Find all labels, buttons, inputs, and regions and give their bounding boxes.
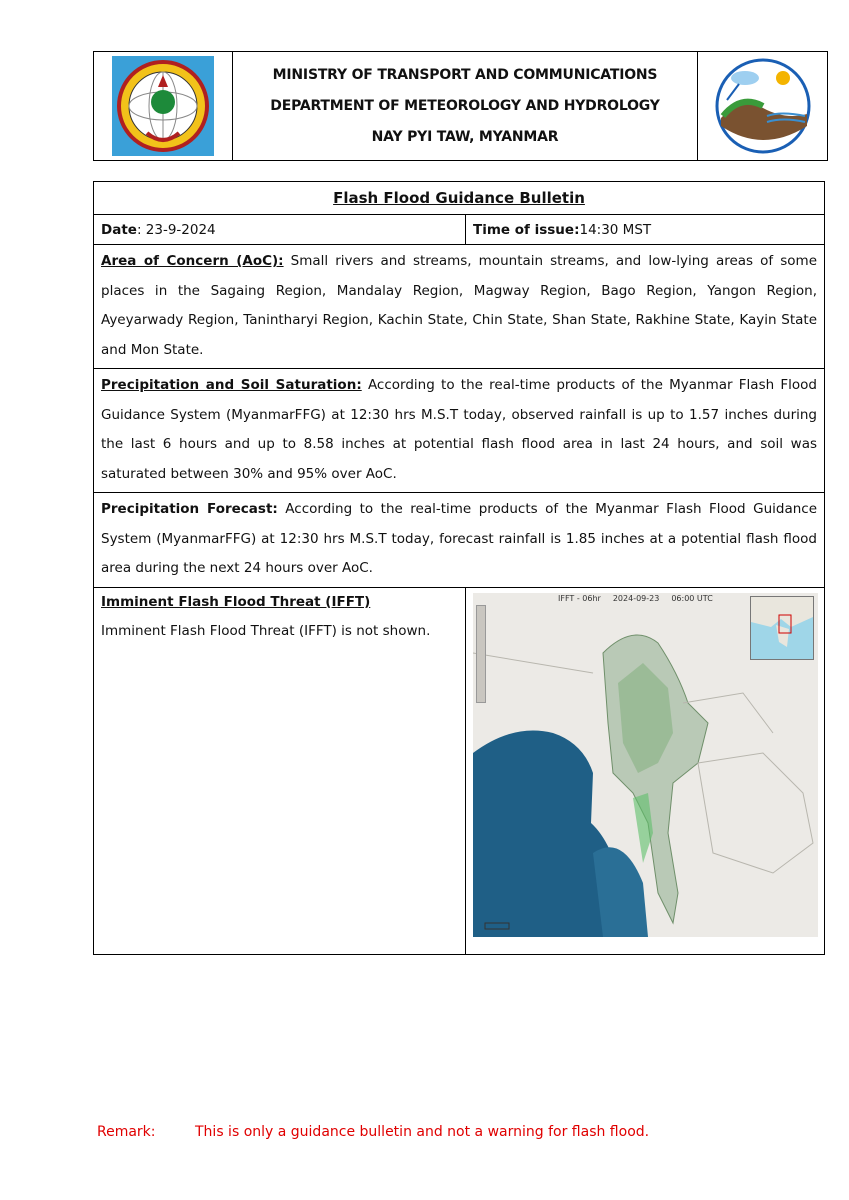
precipitation-soil-saturation bbox=[94, 369, 824, 493]
header-table bbox=[93, 51, 828, 161]
date-time-row bbox=[94, 215, 824, 245]
forecast-label: Precipitation Forecast: bbox=[101, 501, 278, 517]
ifft-text: Imminent Flash Flood Threat (IFFT) is not shown. bbox=[101, 623, 431, 639]
zoom-slider[interactable] bbox=[476, 605, 486, 703]
forecast-text: According to the real-time products of the Myanmar Flash Flood Guidance System (MyanmarFFG) at 12:30 hrs M.S.T today, forecast rainfall is 1.85 inches at a potential flash flood area during the next 24 hours over AoC. bbox=[101, 501, 817, 576]
date-cell bbox=[94, 215, 466, 244]
ifft-row bbox=[94, 588, 824, 954]
ministry-emblem-icon bbox=[111, 55, 215, 157]
overview-inset-map[interactable] bbox=[750, 596, 814, 660]
time-cell bbox=[466, 215, 824, 244]
department-logo bbox=[698, 52, 827, 160]
remark bbox=[97, 1124, 649, 1140]
ministry-logo bbox=[94, 52, 233, 160]
map-caption bbox=[558, 594, 725, 603]
overview-map-icon bbox=[751, 597, 813, 659]
remark-label: Remark: bbox=[97, 1124, 156, 1140]
precip-soil-text: According to the real-time products of the Myanmar Flash Flood Guidance System (MyanmarFFG) at 12:30 hrs M.S.T today, observed rainfall is up to 1.57 inches during the last 6 hours and up to 8.58 inches at potential flash flood area in last 24 hours, and soil was saturated between 30% and 95% over AoC. bbox=[101, 377, 817, 482]
header-location: NAY PYI TAW, MYANMAR bbox=[371, 128, 559, 145]
precip-soil-label: Precipitation and Soil Saturation: bbox=[101, 377, 362, 393]
date-label: Date bbox=[101, 221, 137, 238]
map-time: 06:00 UTC bbox=[671, 593, 713, 603]
bulletin-title-row bbox=[94, 182, 824, 215]
ifft-title: Imminent Flash Flood Threat (IFFT) bbox=[101, 593, 371, 610]
remark-text: This is only a guidance bulletin and not a warning for flash flood. bbox=[195, 1124, 650, 1140]
aoc-text: Small rivers and streams, mountain streams, and low-lying areas of some places in the Sagaing Region, Mandalay Region, Magway Region, Bago Region, Yangon Region, Ayeyarwady Region, Tanintharyi Region, Kachin State, Chin State, Shan State, Rakhine State, Kayin State and Mon State. bbox=[101, 253, 817, 358]
time-label: Time of issue: bbox=[473, 221, 580, 238]
bulletin-table bbox=[93, 181, 825, 955]
header-ministry: MINISTRY OF TRANSPORT AND COMMUNICATIONS bbox=[272, 66, 658, 83]
hydrology-cycle-logo-icon bbox=[711, 56, 815, 156]
bulletin-title: Flash Flood Guidance Bulletin bbox=[333, 189, 585, 207]
map-date: 2024-09-23 bbox=[612, 593, 660, 603]
ifft-map[interactable] bbox=[473, 593, 818, 937]
date-value: : 23-9-2024 bbox=[136, 221, 216, 238]
header-title-block bbox=[233, 52, 698, 160]
area-of-concern bbox=[94, 245, 824, 369]
ifft-text-cell bbox=[94, 588, 466, 954]
ifft-map-cell bbox=[466, 588, 824, 954]
map-product: IFFT - 06hr bbox=[558, 593, 601, 603]
aoc-label: Area of Concern (AoC): bbox=[101, 253, 284, 269]
precipitation-forecast bbox=[94, 493, 824, 588]
time-value: 14:30 MST bbox=[579, 221, 652, 238]
header-department: DEPARTMENT OF METEOROLOGY AND HYDROLOGY bbox=[270, 97, 660, 114]
